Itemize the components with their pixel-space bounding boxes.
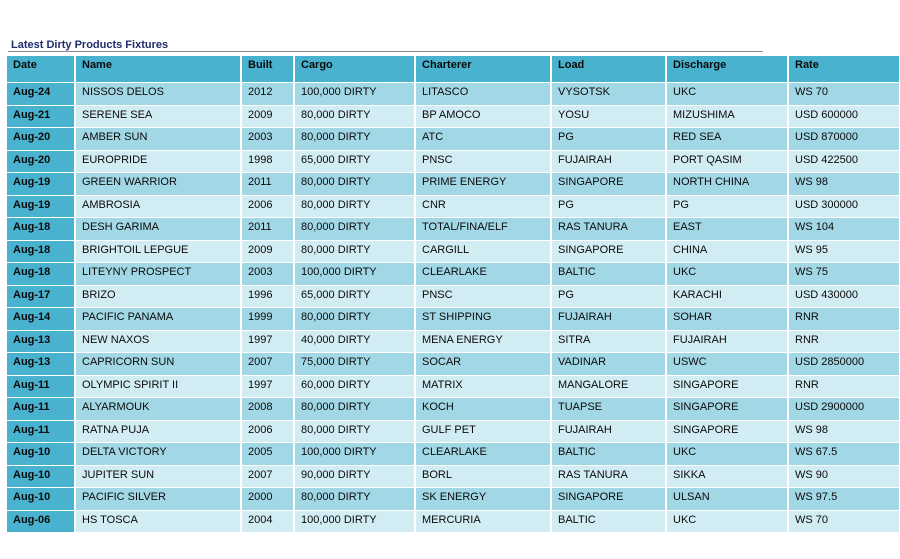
cell-built: 2003 — [242, 128, 293, 150]
cell-rate: WS 97.5 — [789, 488, 899, 510]
table-row — [7, 128, 899, 150]
cell-load: RAS TANURA — [552, 466, 665, 488]
cell-charterer: BORL — [416, 466, 550, 488]
cell-built: 2007 — [242, 466, 293, 488]
cell-cargo: 100,000 DIRTY — [295, 263, 414, 285]
column-header-rate: Rate — [789, 56, 899, 82]
cell-discharge: SINGAPORE — [667, 421, 787, 443]
column-header-charterer: Charterer — [416, 56, 550, 82]
cell-rate: USD 870000 — [789, 128, 899, 150]
cell-cargo: 80,000 DIRTY — [295, 421, 414, 443]
cell-charterer: PNSC — [416, 286, 550, 308]
cell-charterer: SK ENERGY — [416, 488, 550, 510]
cell-name: DESH GARIMA — [76, 218, 240, 240]
cell-built: 2011 — [242, 218, 293, 240]
cell-charterer: CLEARLAKE — [416, 443, 550, 465]
cell-name: EUROPRIDE — [76, 151, 240, 173]
cell-date: Aug-20 — [7, 128, 74, 150]
cell-name: ALYARMOUK — [76, 398, 240, 420]
cell-rate: WS 98 — [789, 173, 899, 195]
cell-rate: WS 90 — [789, 466, 899, 488]
cell-cargo: 80,000 DIRTY — [295, 241, 414, 263]
cell-name: GREEN WARRIOR — [76, 173, 240, 195]
cell-discharge: PG — [667, 196, 787, 218]
cell-built: 2000 — [242, 488, 293, 510]
table-row — [7, 353, 899, 375]
cell-rate: RNR — [789, 331, 899, 353]
cell-load: PG — [552, 196, 665, 218]
cell-rate: USD 422500 — [789, 151, 899, 173]
cell-charterer: MENA ENERGY — [416, 331, 550, 353]
cell-built: 2004 — [242, 511, 293, 533]
table-row — [7, 151, 899, 173]
cell-name: AMBROSIA — [76, 196, 240, 218]
column-header-load: Load — [552, 56, 665, 82]
cell-rate: WS 70 — [789, 511, 899, 533]
cell-cargo: 75,000 DIRTY — [295, 353, 414, 375]
table-row — [7, 218, 899, 240]
cell-cargo: 90,000 DIRTY — [295, 466, 414, 488]
cell-load: BALTIC — [552, 443, 665, 465]
cell-cargo: 80,000 DIRTY — [295, 106, 414, 128]
cell-discharge: UKC — [667, 263, 787, 285]
cell-discharge: UKC — [667, 511, 787, 533]
cell-date: Aug-24 — [7, 83, 74, 105]
cell-built: 1998 — [242, 151, 293, 173]
cell-built: 2011 — [242, 173, 293, 195]
cell-load: PG — [552, 128, 665, 150]
cell-cargo: 40,000 DIRTY — [295, 331, 414, 353]
cell-name: PACIFIC PANAMA — [76, 308, 240, 330]
table-row — [7, 263, 899, 285]
cell-load: SITRA — [552, 331, 665, 353]
column-header-cargo: Cargo — [295, 56, 414, 82]
cell-built: 2006 — [242, 421, 293, 443]
cell-built: 1997 — [242, 331, 293, 353]
cell-discharge: SINGAPORE — [667, 398, 787, 420]
cell-built: 2009 — [242, 106, 293, 128]
table-row — [7, 511, 899, 533]
cell-name: AMBER SUN — [76, 128, 240, 150]
cell-date: Aug-13 — [7, 353, 74, 375]
table-row — [7, 196, 899, 218]
cell-discharge: USWC — [667, 353, 787, 375]
cell-date: Aug-11 — [7, 421, 74, 443]
cell-date: Aug-10 — [7, 488, 74, 510]
cell-discharge: SIKKA — [667, 466, 787, 488]
cell-load: TUAPSE — [552, 398, 665, 420]
cell-date: Aug-11 — [7, 376, 74, 398]
cell-built: 1996 — [242, 286, 293, 308]
cell-discharge: ULSAN — [667, 488, 787, 510]
cell-date: Aug-10 — [7, 466, 74, 488]
cell-rate: WS 75 — [789, 263, 899, 285]
cell-charterer: CLEARLAKE — [416, 263, 550, 285]
cell-name: JUPITER SUN — [76, 466, 240, 488]
cell-date: Aug-20 — [7, 151, 74, 173]
fixtures-table — [5, 55, 900, 533]
cell-rate: USD 300000 — [789, 196, 899, 218]
cell-discharge: UKC — [667, 83, 787, 105]
cell-charterer: MERCURIA — [416, 511, 550, 533]
cell-built: 2003 — [242, 263, 293, 285]
table-row — [7, 331, 899, 353]
cell-cargo: 65,000 DIRTY — [295, 151, 414, 173]
cell-discharge: FUJAIRAH — [667, 331, 787, 353]
cell-name: NISSOS DELOS — [76, 83, 240, 105]
cell-discharge: CHINA — [667, 241, 787, 263]
cell-cargo: 100,000 DIRTY — [295, 511, 414, 533]
cell-name: LITEYNY PROSPECT — [76, 263, 240, 285]
cell-charterer: SOCAR — [416, 353, 550, 375]
cell-cargo: 100,000 DIRTY — [295, 443, 414, 465]
cell-load: RAS TANURA — [552, 218, 665, 240]
cell-charterer: BP AMOCO — [416, 106, 550, 128]
table-row — [7, 83, 899, 105]
cell-built: 2009 — [242, 241, 293, 263]
cell-charterer: PRIME ENERGY — [416, 173, 550, 195]
cell-rate: RNR — [789, 376, 899, 398]
cell-charterer: GULF PET — [416, 421, 550, 443]
cell-charterer: LITASCO — [416, 83, 550, 105]
cell-date: Aug-18 — [7, 218, 74, 240]
cell-charterer: CARGILL — [416, 241, 550, 263]
cell-name: DELTA VICTORY — [76, 443, 240, 465]
cell-charterer: KOCH — [416, 398, 550, 420]
cell-rate: WS 70 — [789, 83, 899, 105]
cell-load: SINGAPORE — [552, 241, 665, 263]
cell-cargo: 80,000 DIRTY — [295, 196, 414, 218]
cell-name: RATNA PUJA — [76, 421, 240, 443]
cell-load: SINGAPORE — [552, 173, 665, 195]
cell-load: SINGAPORE — [552, 488, 665, 510]
cell-load: FUJAIRAH — [552, 151, 665, 173]
cell-rate: WS 104 — [789, 218, 899, 240]
title-underline — [8, 51, 763, 52]
table-row — [7, 173, 899, 195]
cell-name: HS TOSCA — [76, 511, 240, 533]
cell-charterer: PNSC — [416, 151, 550, 173]
table-row — [7, 421, 899, 443]
cell-date: Aug-19 — [7, 196, 74, 218]
cell-name: OLYMPIC SPIRIT II — [76, 376, 240, 398]
cell-rate: USD 2900000 — [789, 398, 899, 420]
cell-load: BALTIC — [552, 511, 665, 533]
cell-cargo: 60,000 DIRTY — [295, 376, 414, 398]
cell-load: FUJAIRAH — [552, 308, 665, 330]
report-title: Latest Dirty Products Fixtures — [11, 39, 169, 51]
cell-built: 2012 — [242, 83, 293, 105]
cell-date: Aug-18 — [7, 263, 74, 285]
cell-date: Aug-21 — [7, 106, 74, 128]
column-header-date: Date — [7, 56, 74, 82]
cell-name: NEW NAXOS — [76, 331, 240, 353]
cell-name: PACIFIC SILVER — [76, 488, 240, 510]
column-header-discharge: Discharge — [667, 56, 787, 82]
table-row — [7, 286, 899, 308]
cell-date: Aug-17 — [7, 286, 74, 308]
cell-name: BRIZO — [76, 286, 240, 308]
cell-discharge: MIZUSHIMA — [667, 106, 787, 128]
cell-date: Aug-13 — [7, 331, 74, 353]
cell-rate: USD 430000 — [789, 286, 899, 308]
cell-rate: WS 98 — [789, 421, 899, 443]
cell-discharge: UKC — [667, 443, 787, 465]
cell-cargo: 65,000 DIRTY — [295, 286, 414, 308]
cell-rate: USD 600000 — [789, 106, 899, 128]
cell-built: 1997 — [242, 376, 293, 398]
cell-name: SERENE SEA — [76, 106, 240, 128]
cell-load: FUJAIRAH — [552, 421, 665, 443]
fixtures-table-body — [7, 83, 899, 532]
cell-date: Aug-10 — [7, 443, 74, 465]
cell-cargo: 80,000 DIRTY — [295, 308, 414, 330]
cell-load: MANGALORE — [552, 376, 665, 398]
cell-rate: WS 95 — [789, 241, 899, 263]
cell-cargo: 80,000 DIRTY — [295, 173, 414, 195]
cell-date: Aug-19 — [7, 173, 74, 195]
cell-load: PG — [552, 286, 665, 308]
cell-rate: USD 2850000 — [789, 353, 899, 375]
header-row — [7, 56, 899, 82]
cell-rate: WS 67.5 — [789, 443, 899, 465]
cell-load: YOSU — [552, 106, 665, 128]
cell-load: VYSOTSK — [552, 83, 665, 105]
cell-cargo: 80,000 DIRTY — [295, 128, 414, 150]
cell-load: BALTIC — [552, 263, 665, 285]
cell-name: CAPRICORN SUN — [76, 353, 240, 375]
cell-rate: RNR — [789, 308, 899, 330]
cell-discharge: PORT QASIM — [667, 151, 787, 173]
cell-built: 2006 — [242, 196, 293, 218]
cell-built: 2007 — [242, 353, 293, 375]
table-row — [7, 308, 899, 330]
cell-date: Aug-11 — [7, 398, 74, 420]
cell-charterer: ATC — [416, 128, 550, 150]
column-header-name: Name — [76, 56, 240, 82]
cell-built: 1999 — [242, 308, 293, 330]
cell-discharge: EAST — [667, 218, 787, 240]
column-header-built: Built — [242, 56, 293, 82]
cell-name: BRIGHTOIL LEPGUE — [76, 241, 240, 263]
table-row — [7, 376, 899, 398]
table-row — [7, 106, 899, 128]
table-row — [7, 488, 899, 510]
cell-charterer: CNR — [416, 196, 550, 218]
table-row — [7, 398, 899, 420]
cell-date: Aug-18 — [7, 241, 74, 263]
cell-cargo: 80,000 DIRTY — [295, 488, 414, 510]
cell-cargo: 80,000 DIRTY — [295, 218, 414, 240]
cell-discharge: NORTH CHINA — [667, 173, 787, 195]
cell-charterer: TOTAL/FINA/ELF — [416, 218, 550, 240]
cell-discharge: SINGAPORE — [667, 376, 787, 398]
table-row — [7, 466, 899, 488]
cell-load: VADINAR — [552, 353, 665, 375]
cell-discharge: KARACHI — [667, 286, 787, 308]
cell-charterer: ST SHIPPING — [416, 308, 550, 330]
cell-cargo: 80,000 DIRTY — [295, 398, 414, 420]
cell-cargo: 100,000 DIRTY — [295, 83, 414, 105]
cell-built: 2005 — [242, 443, 293, 465]
cell-built: 2008 — [242, 398, 293, 420]
cell-date: Aug-06 — [7, 511, 74, 533]
table-row — [7, 443, 899, 465]
table-row — [7, 241, 899, 263]
cell-discharge: RED SEA — [667, 128, 787, 150]
cell-discharge: SOHAR — [667, 308, 787, 330]
cell-date: Aug-14 — [7, 308, 74, 330]
cell-charterer: MATRIX — [416, 376, 550, 398]
